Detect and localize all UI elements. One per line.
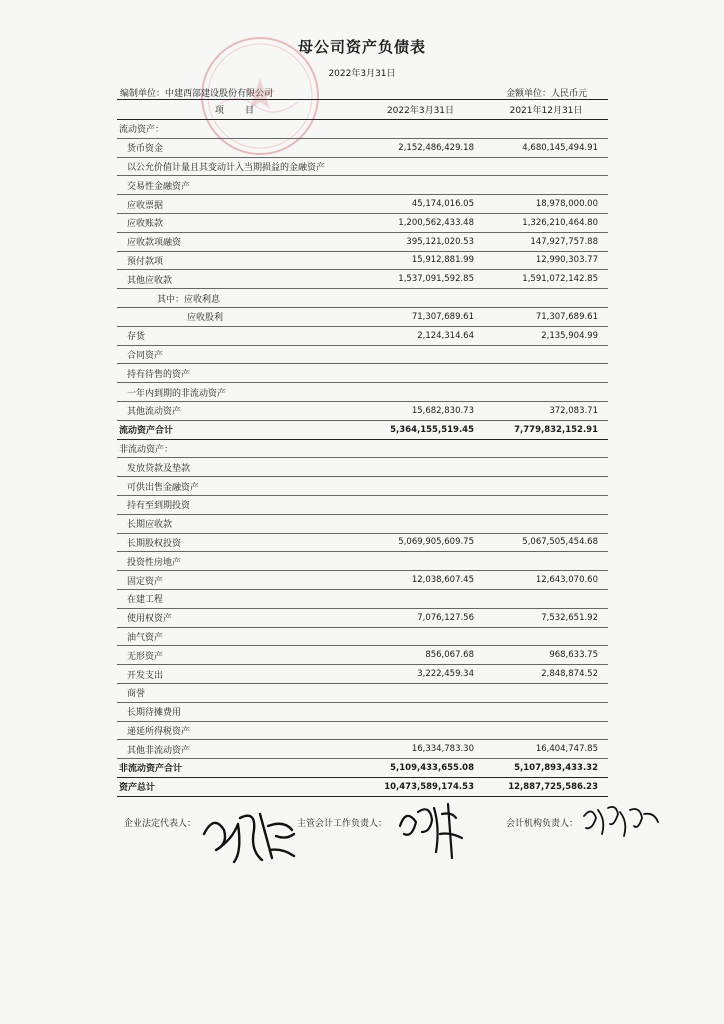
table-row xyxy=(117,213,608,232)
accounting-org-head-signature xyxy=(580,800,660,840)
row-current-value xyxy=(357,477,484,496)
row-prior-value xyxy=(484,458,608,477)
row-prior-value: 5,067,505,454.68 xyxy=(484,533,608,552)
row-label: 流动资产： xyxy=(117,120,357,139)
row-label: 非流动资产： xyxy=(117,439,357,458)
row-current-value: 45,174,016.05 xyxy=(357,195,484,214)
row-label: 资产总计 xyxy=(117,777,357,796)
table-row xyxy=(117,608,608,627)
row-label: 其中：应收利息 xyxy=(117,289,357,308)
row-prior-value: 7,779,832,152.91 xyxy=(484,420,608,439)
row-current-value: 71,307,689.61 xyxy=(357,307,484,326)
row-current-value: 3,222,459.34 xyxy=(357,665,484,684)
table-row xyxy=(117,477,608,496)
row-prior-value: 372,083.71 xyxy=(484,401,608,420)
row-current-value xyxy=(357,345,484,364)
row-current-value: 5,069,905,609.75 xyxy=(357,533,484,552)
table-row xyxy=(117,138,608,157)
table-row xyxy=(117,552,608,571)
row-prior-value xyxy=(484,439,608,458)
row-label: 油气资产 xyxy=(117,627,357,646)
row-prior-value: 5,107,893,433.32 xyxy=(484,759,608,778)
row-prior-value xyxy=(484,589,608,608)
table-row xyxy=(117,740,608,759)
row-current-value xyxy=(357,364,484,383)
row-prior-value: 1,591,072,142.85 xyxy=(484,270,608,289)
table-row xyxy=(117,364,608,383)
row-prior-value xyxy=(484,495,608,514)
row-prior-value xyxy=(484,702,608,721)
table-row xyxy=(117,439,608,458)
header-item: 项 目 xyxy=(117,100,357,120)
row-current-value: 7,076,127.56 xyxy=(357,608,484,627)
row-prior-value xyxy=(484,157,608,176)
row-current-value: 2,124,314.64 xyxy=(357,326,484,345)
row-label: 应收账款 xyxy=(117,213,357,232)
row-label: 开发支出 xyxy=(117,665,357,684)
row-current-value: 2,152,486,429.18 xyxy=(357,138,484,157)
table-row xyxy=(117,514,608,533)
table-row xyxy=(117,157,608,176)
row-prior-value xyxy=(484,289,608,308)
row-prior-value: 147,927,757.88 xyxy=(484,232,608,251)
row-label: 货币资金 xyxy=(117,138,357,157)
row-prior-value: 12,887,725,586.23 xyxy=(484,777,608,796)
row-current-value: 10,473,589,174.53 xyxy=(357,777,484,796)
row-current-value xyxy=(357,458,484,477)
table-row xyxy=(117,176,608,195)
table-row xyxy=(117,495,608,514)
row-label: 非流动资产合计 xyxy=(117,759,357,778)
header-prior-period: 2021年12月31日 xyxy=(484,100,608,120)
row-label: 长期应收款 xyxy=(117,514,357,533)
row-current-value xyxy=(357,514,484,533)
document-title: 母公司资产负债表 xyxy=(297,38,426,56)
row-prior-value: 12,990,303.77 xyxy=(484,251,608,270)
row-current-value xyxy=(357,589,484,608)
legal-representative-label: 企业法定代表人： xyxy=(124,819,197,829)
row-prior-value: 1,326,210,464.80 xyxy=(484,213,608,232)
row-label: 应收款项融资 xyxy=(117,232,357,251)
row-label: 一年内到期的非流动资产 xyxy=(117,383,357,402)
table-header-row xyxy=(117,100,608,120)
row-prior-value: 2,848,874.52 xyxy=(484,665,608,684)
row-current-value: 5,109,433,655.08 xyxy=(357,759,484,778)
table-row xyxy=(117,627,608,646)
prepared-by: 编制单位：中建西部建设股份有限公司 xyxy=(120,89,274,99)
balance-sheet-table xyxy=(117,99,608,797)
table-row xyxy=(117,759,608,778)
row-prior-value: 968,633.75 xyxy=(484,646,608,665)
row-current-value xyxy=(357,495,484,514)
row-current-value xyxy=(357,721,484,740)
row-prior-value: 4,680,145,494.91 xyxy=(484,138,608,157)
row-label: 其他流动资产 xyxy=(117,401,357,420)
row-prior-value xyxy=(484,345,608,364)
row-current-value xyxy=(357,383,484,402)
row-label: 投资性房地产 xyxy=(117,552,357,571)
row-label: 合同资产 xyxy=(117,345,357,364)
row-current-value xyxy=(357,157,484,176)
row-prior-value: 16,404,747.85 xyxy=(484,740,608,759)
row-label: 持有至到期投资 xyxy=(117,495,357,514)
row-label: 长期待摊费用 xyxy=(117,702,357,721)
table-row xyxy=(117,589,608,608)
table-row xyxy=(117,383,608,402)
table-row xyxy=(117,232,608,251)
row-label: 长期股权投资 xyxy=(117,533,357,552)
row-prior-value: 12,643,070.60 xyxy=(484,571,608,590)
row-current-value xyxy=(357,702,484,721)
table-row xyxy=(117,195,608,214)
row-label: 递延所得税资产 xyxy=(117,721,357,740)
table-row xyxy=(117,702,608,721)
table-row xyxy=(117,533,608,552)
row-prior-value xyxy=(484,721,608,740)
row-current-value: 1,537,091,592.85 xyxy=(357,270,484,289)
table-row xyxy=(117,721,608,740)
row-prior-value xyxy=(484,627,608,646)
row-current-value: 856,067.68 xyxy=(357,646,484,665)
row-prior-value xyxy=(484,552,608,571)
table-row xyxy=(117,307,608,326)
table-row xyxy=(117,120,608,139)
row-label: 使用权资产 xyxy=(117,608,357,627)
row-label: 持有待售的资产 xyxy=(117,364,357,383)
row-current-value: 15,682,830.73 xyxy=(357,401,484,420)
row-prior-value xyxy=(484,514,608,533)
table-row xyxy=(117,646,608,665)
table-row xyxy=(117,683,608,702)
accounting-head-label: 主管会计工作负责人： xyxy=(297,819,388,829)
row-label: 发放贷款及垫款 xyxy=(117,458,357,477)
row-current-value xyxy=(357,176,484,195)
row-label: 以公允价值计量且其变动计入当期损益的金融资产 xyxy=(117,157,357,176)
table-row xyxy=(117,777,608,796)
row-label: 可供出售金融资产 xyxy=(117,477,357,496)
table-row xyxy=(117,420,608,439)
legal-representative-signature xyxy=(198,800,298,870)
row-label: 固定资产 xyxy=(117,571,357,590)
row-label: 存货 xyxy=(117,326,357,345)
row-label: 其他非流动资产 xyxy=(117,740,357,759)
table-row xyxy=(117,571,608,590)
accounting-org-head-label: 会计机构负责人： xyxy=(506,819,579,829)
row-current-value xyxy=(357,289,484,308)
row-label: 流动资产合计 xyxy=(117,420,357,439)
row-label: 应收股利 xyxy=(117,307,357,326)
row-label: 商誉 xyxy=(117,683,357,702)
row-current-value xyxy=(357,683,484,702)
row-current-value xyxy=(357,120,484,139)
row-label: 在建工程 xyxy=(117,589,357,608)
row-label: 应收票据 xyxy=(117,195,357,214)
row-current-value: 1,200,562,433.48 xyxy=(357,213,484,232)
row-current-value xyxy=(357,439,484,458)
row-prior-value xyxy=(484,364,608,383)
row-current-value xyxy=(357,627,484,646)
header-current-period: 2022年3月31日 xyxy=(357,100,484,120)
row-prior-value: 7,532,651.92 xyxy=(484,608,608,627)
table-row xyxy=(117,270,608,289)
row-label: 无形资产 xyxy=(117,646,357,665)
currency-unit: 金额单位：人民币元 xyxy=(506,89,588,99)
table-row xyxy=(117,401,608,420)
table-row xyxy=(117,665,608,684)
row-label: 交易性金融资产 xyxy=(117,176,357,195)
table-row xyxy=(117,251,608,270)
accounting-head-signature xyxy=(396,798,466,862)
row-prior-value: 18,978,000.00 xyxy=(484,195,608,214)
row-current-value: 395,121,020.53 xyxy=(357,232,484,251)
row-current-value: 15,912,881.99 xyxy=(357,251,484,270)
row-label: 预付款项 xyxy=(117,251,357,270)
row-current-value: 5,364,155,519.45 xyxy=(357,420,484,439)
row-current-value: 12,038,607.45 xyxy=(357,571,484,590)
table-row xyxy=(117,326,608,345)
row-label: 其他应收款 xyxy=(117,270,357,289)
table-row xyxy=(117,345,608,364)
row-prior-value: 71,307,689.61 xyxy=(484,307,608,326)
row-prior-value xyxy=(484,683,608,702)
report-date: 2022年3月31日 xyxy=(328,69,396,79)
row-prior-value xyxy=(484,120,608,139)
row-current-value: 16,334,783.30 xyxy=(357,740,484,759)
table-row xyxy=(117,458,608,477)
row-prior-value xyxy=(484,477,608,496)
table-row xyxy=(117,289,608,308)
row-current-value xyxy=(357,552,484,571)
row-prior-value xyxy=(484,383,608,402)
row-prior-value: 2,135,904.99 xyxy=(484,326,608,345)
row-prior-value xyxy=(484,176,608,195)
